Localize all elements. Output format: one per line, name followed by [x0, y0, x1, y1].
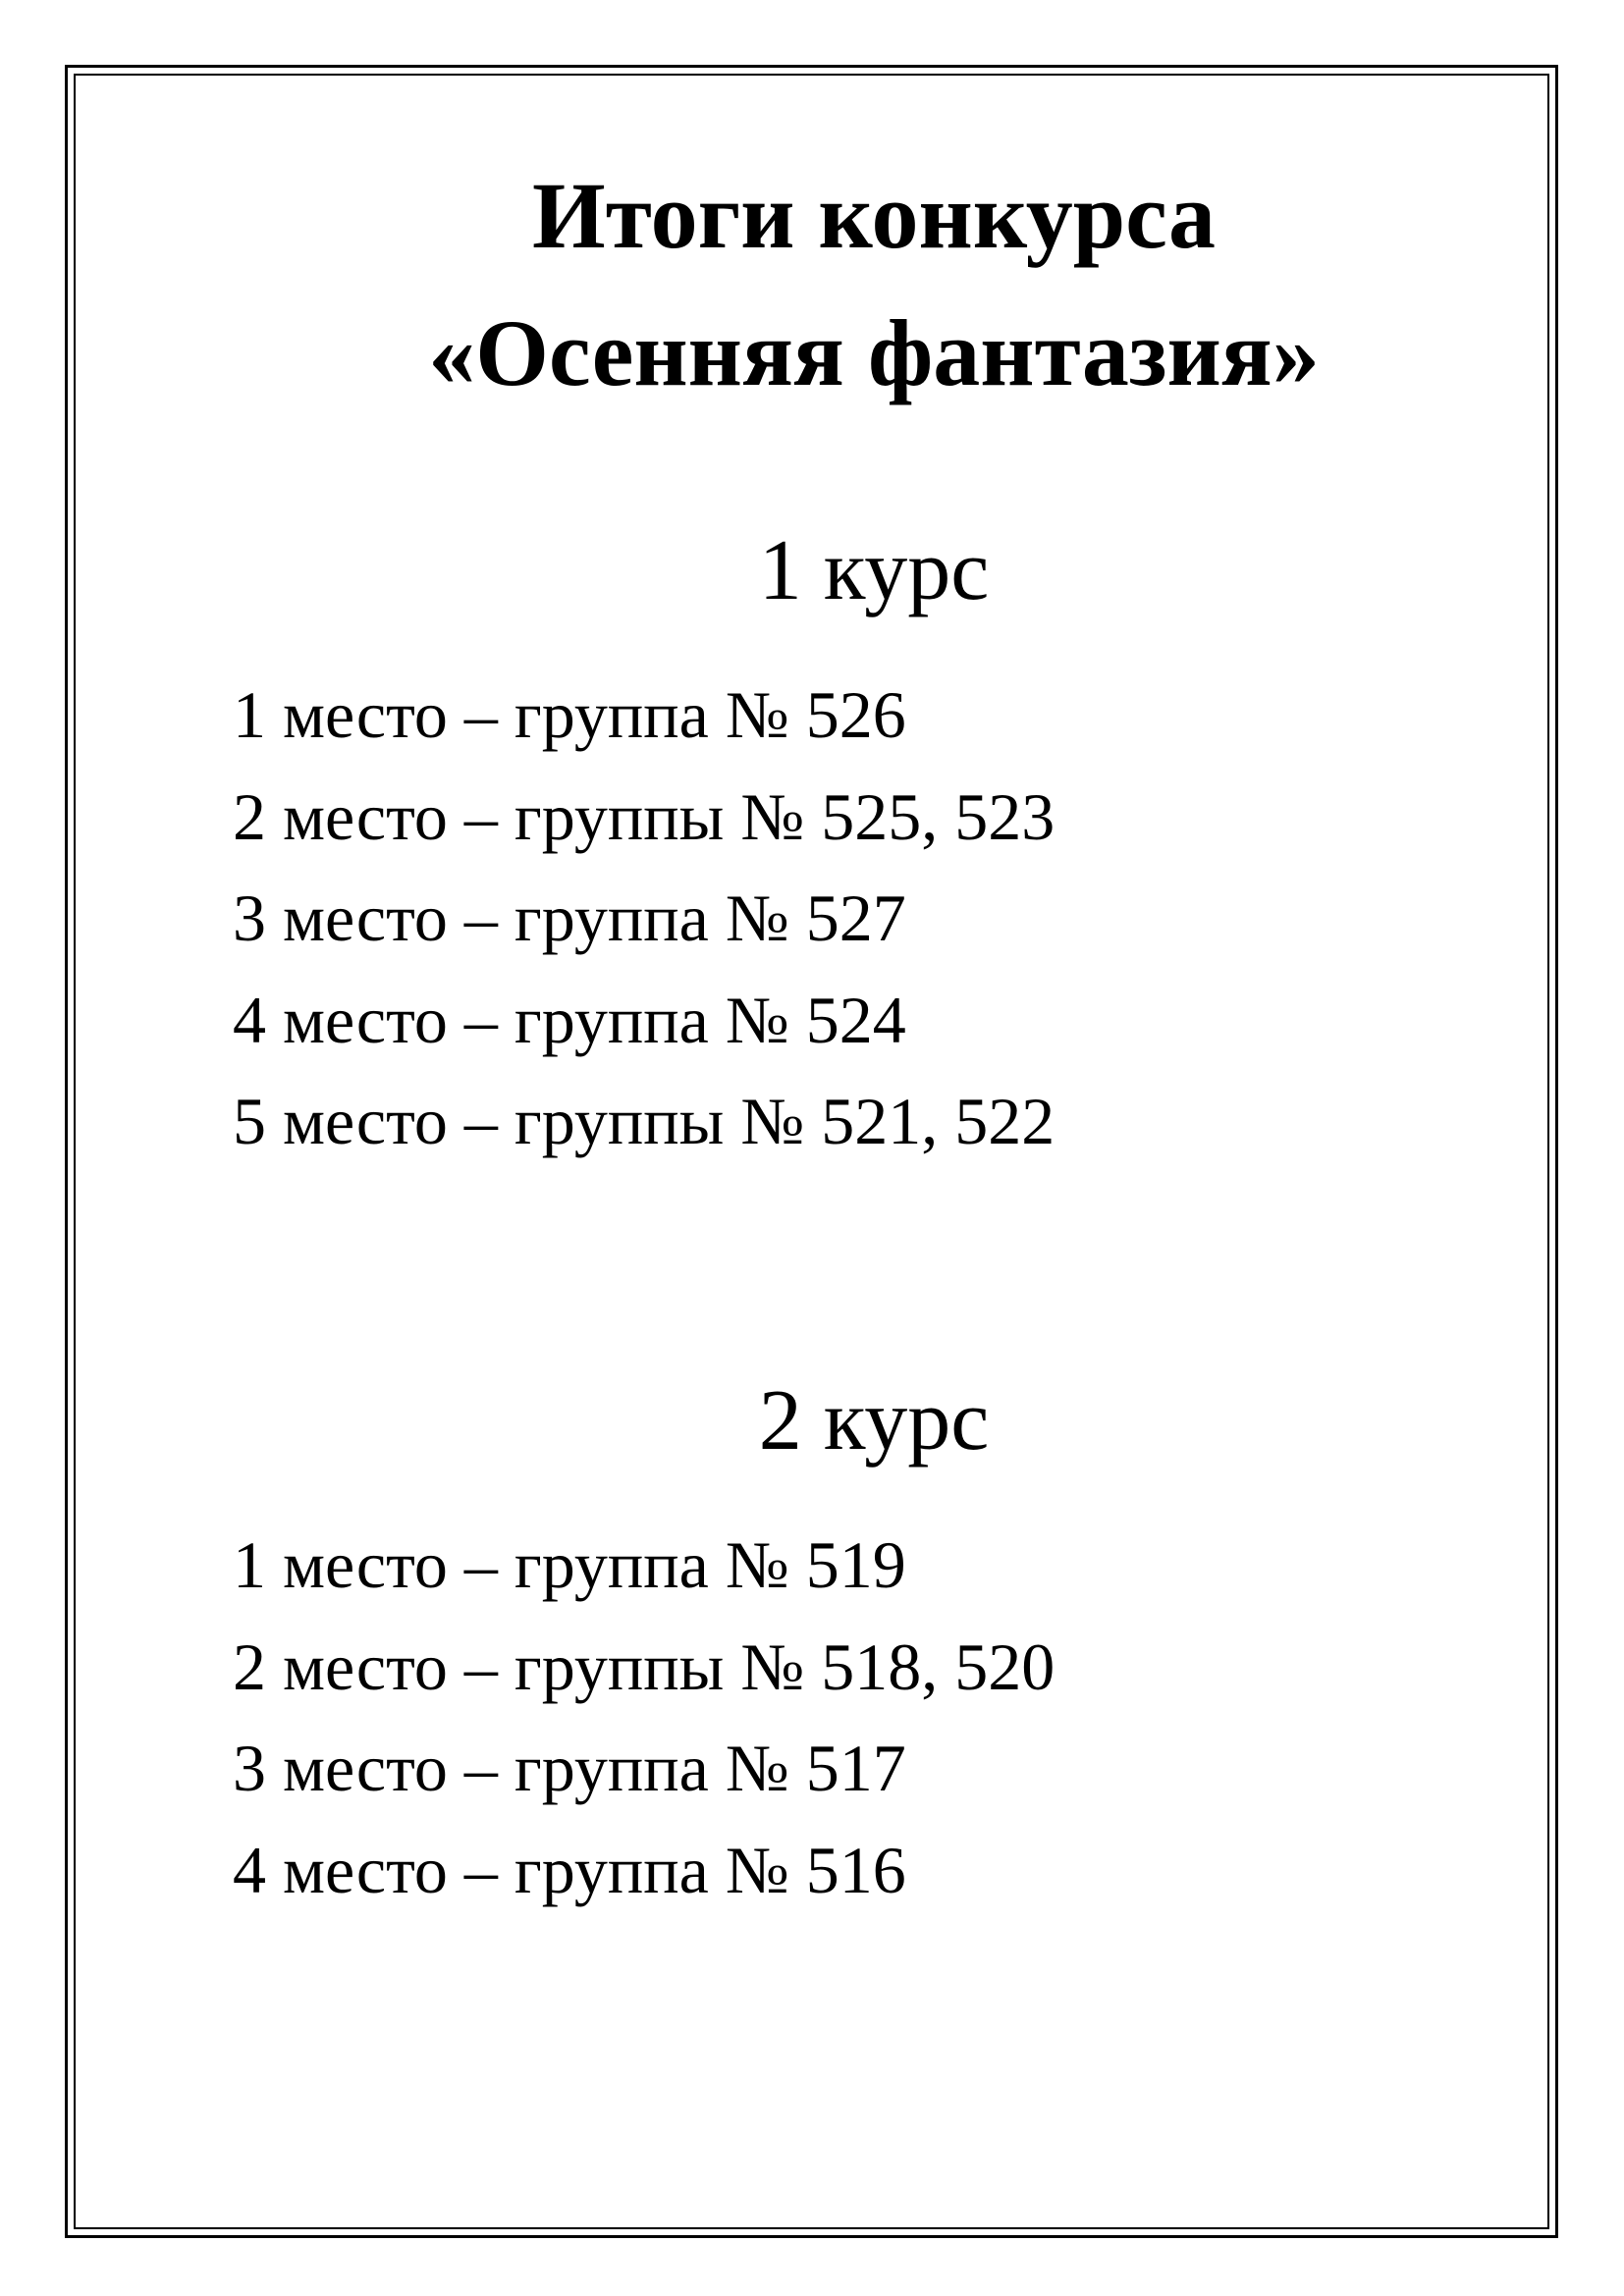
result-item: 2 место – группы № 525, 523: [233, 778, 1056, 854]
document-title-line-1: Итоги конкурса: [532, 163, 1216, 268]
course-2-heading: 2 курс: [758, 1373, 990, 1468]
result-item: 1 место – группа № 526: [233, 677, 906, 752]
course-1-heading: 1 курс: [758, 523, 990, 618]
course-2-results-list: [233, 1527, 1056, 1938]
result-item: 3 место – группа № 527: [233, 881, 906, 955]
result-item: 4 место – группа № 524: [233, 982, 906, 1057]
result-item: 1 место – группа № 519: [233, 1527, 906, 1602]
result-item: 3 место – группа № 517: [233, 1731, 906, 1805]
result-item: 4 место – группа № 516: [233, 1832, 906, 1907]
result-item: 5 место – группы № 521, 522: [233, 1084, 1056, 1158]
course-1-results-list: [233, 677, 1056, 1190]
result-item: 2 место – группы № 518, 520: [233, 1629, 1056, 1704]
document-title-line-2: «Осенняя фантазия»: [428, 300, 1320, 405]
